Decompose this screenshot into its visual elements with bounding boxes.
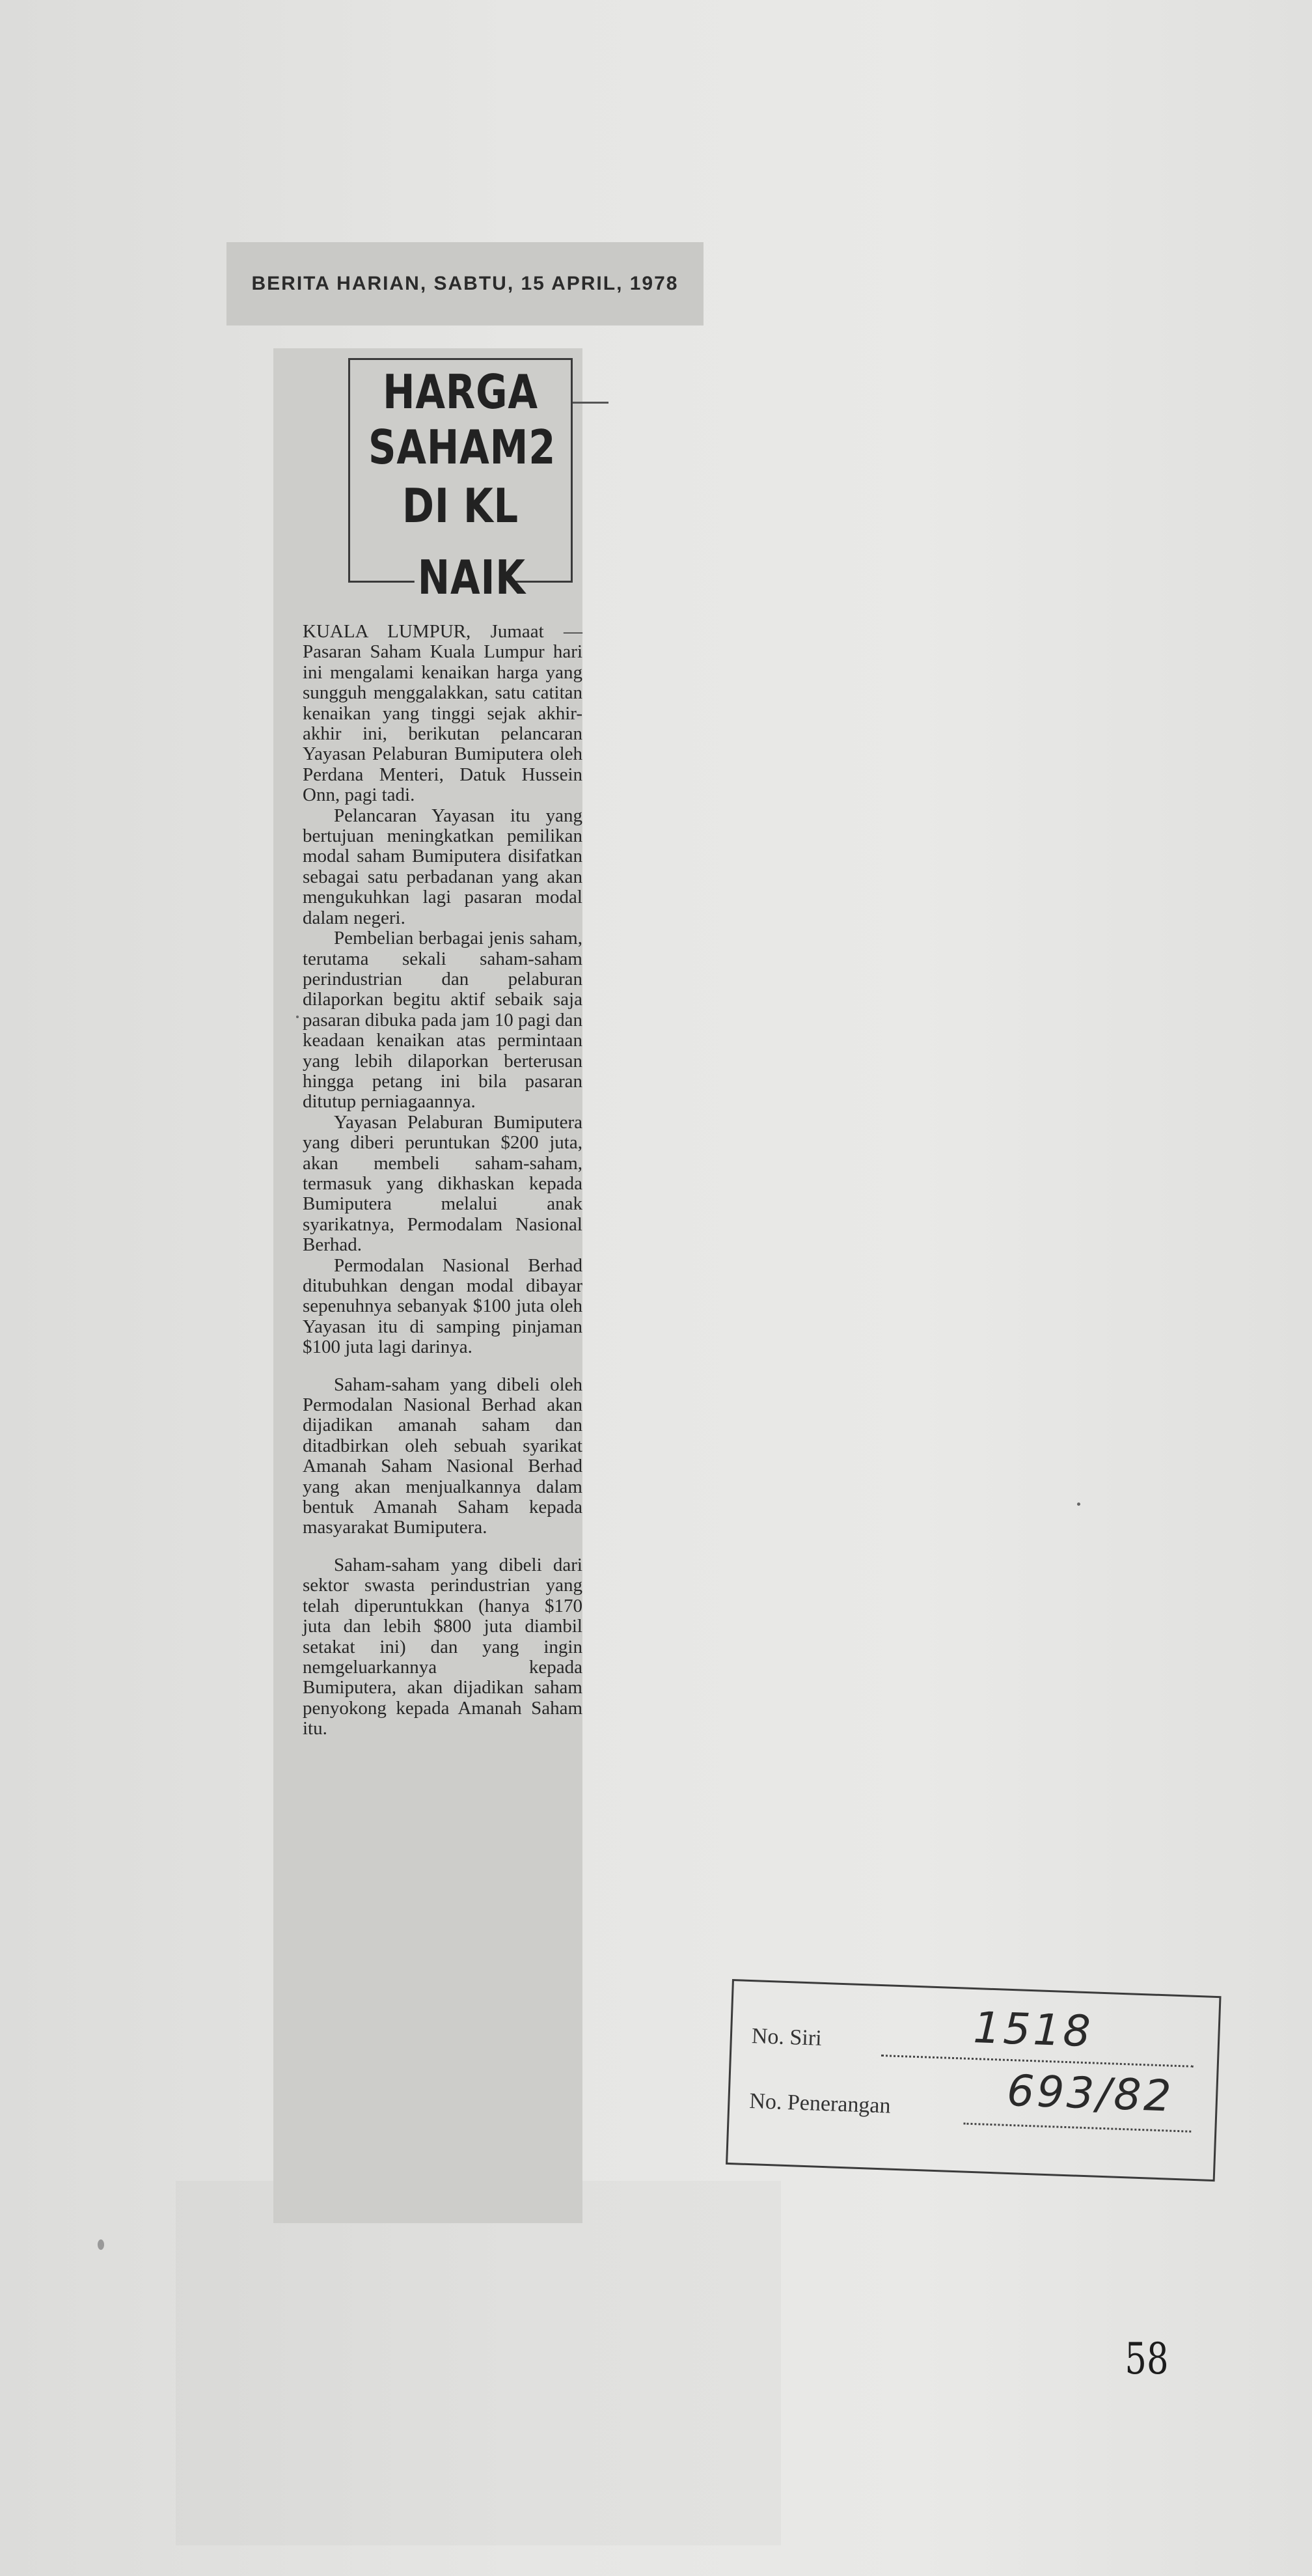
dust-speck [98,2239,104,2250]
article-paragraph-5: Permodalan Nasional Berhad ditubuhkan dengan modal dibayar sepenuhnya sebanyak $100 juta oleh Yayasan itu di samping pinjaman $100 juta lagi darinya. [303,1254,582,1358]
headline-line-3: DI KL [402,478,519,533]
newspaper-masthead: BERITA HARIAN, SABTU, 15 APRIL, 1978 [226,242,704,325]
bleed-through-ghost [456,26,911,156]
headline-box-tick [573,402,608,404]
stamp-penerangan-value: 693/82 [1005,2065,1175,2122]
article-paragraph-7: Saham-saham yang dibeli dari sektor swasta perindustrian yang telah diperuntukkan (hanya $170 juta dan lebih $800 juta diambil setakat ini) dan yang ingin nemgeluarkannya kepada Bumiputera, akan dijadikan saham penyokong kepada Amanah Saham itu. [303,1554,582,1739]
article-paragraph-1: KUALA LUMPUR, Jumaat — Pasaran Saham Kuala Lumpur hari ini mengalami kenaikan harga yang sungguh menggalakkan, satu catitan kenaikan yang tinggi sejak akhir-akhir ini, berikutan pelancaran Yayasan Pelaburan Bumiputera oleh Perdana Menteri, Datuk Hussein Onn, pagi tadi. [303,621,582,806]
article-paragraph-2: Pelancaran Yayasan itu yang bertujuan meningkatkan pemilikan modal saham Bumiputera disifatkan sebagai satu perbadanan yang akan mengukuhkan lagi pasaran modal dalam negeri. [303,805,582,928]
dust-speck [296,1016,299,1018]
headline-line-4: NAIK [415,550,514,605]
article-paragraph-6: Saham-saham yang dibeli oleh Permodalan Nasional Berhad akan dijadikan amanah saham dan ditadbirkan oleh sebuah syarikat Amanah Saham Nasional Berhad yang akan menjualkannya dalam bentuk Amanah Saham kepada masyarakat Bumiputera. [303,1374,582,1538]
stamp-siri-label: No. Siri [751,2024,823,2051]
stamp-penerangan-dots [963,2123,1191,2133]
article-paragraph-4: Yayasan Pelaburan Bumiputera yang diberi peruntukan $200 juta, akan membeli saham-saham, termasuk yang dikhaskan kepada Bumiputera melalui anak syarikatnya, Permodalam Nasional Berhad. [303,1111,582,1256]
stamp-siri-value: 1518 [972,2002,1094,2057]
headline-line-1: HARGA [383,365,538,419]
stamp-penerangan-label: No. Penerangan [748,2089,892,2118]
article-paragraph-3: Pembelian berbagai jenis saham, terutama sekali saham-saham perindustrian dan pelaburan dilaporkan begitu aktif sebaik saja pasaran dibuka pada jam 10 pagi dan keadaan kenaikan atas permintaan yang lebih dilaporkan berterusan hingga petang ini bila pasaran ditutup perniagaannya. [303,928,583,1113]
archive-stamp [726,1979,1221,2181]
page-number: 58 [1125,2334,1169,2384]
article-body [303,622,582,1739]
bleed-through-box [176,2181,781,2545]
stamp-siri-dots [881,2055,1194,2068]
headline-line-2: SAHAM2 [368,420,556,475]
dust-speck [1077,1503,1080,1506]
